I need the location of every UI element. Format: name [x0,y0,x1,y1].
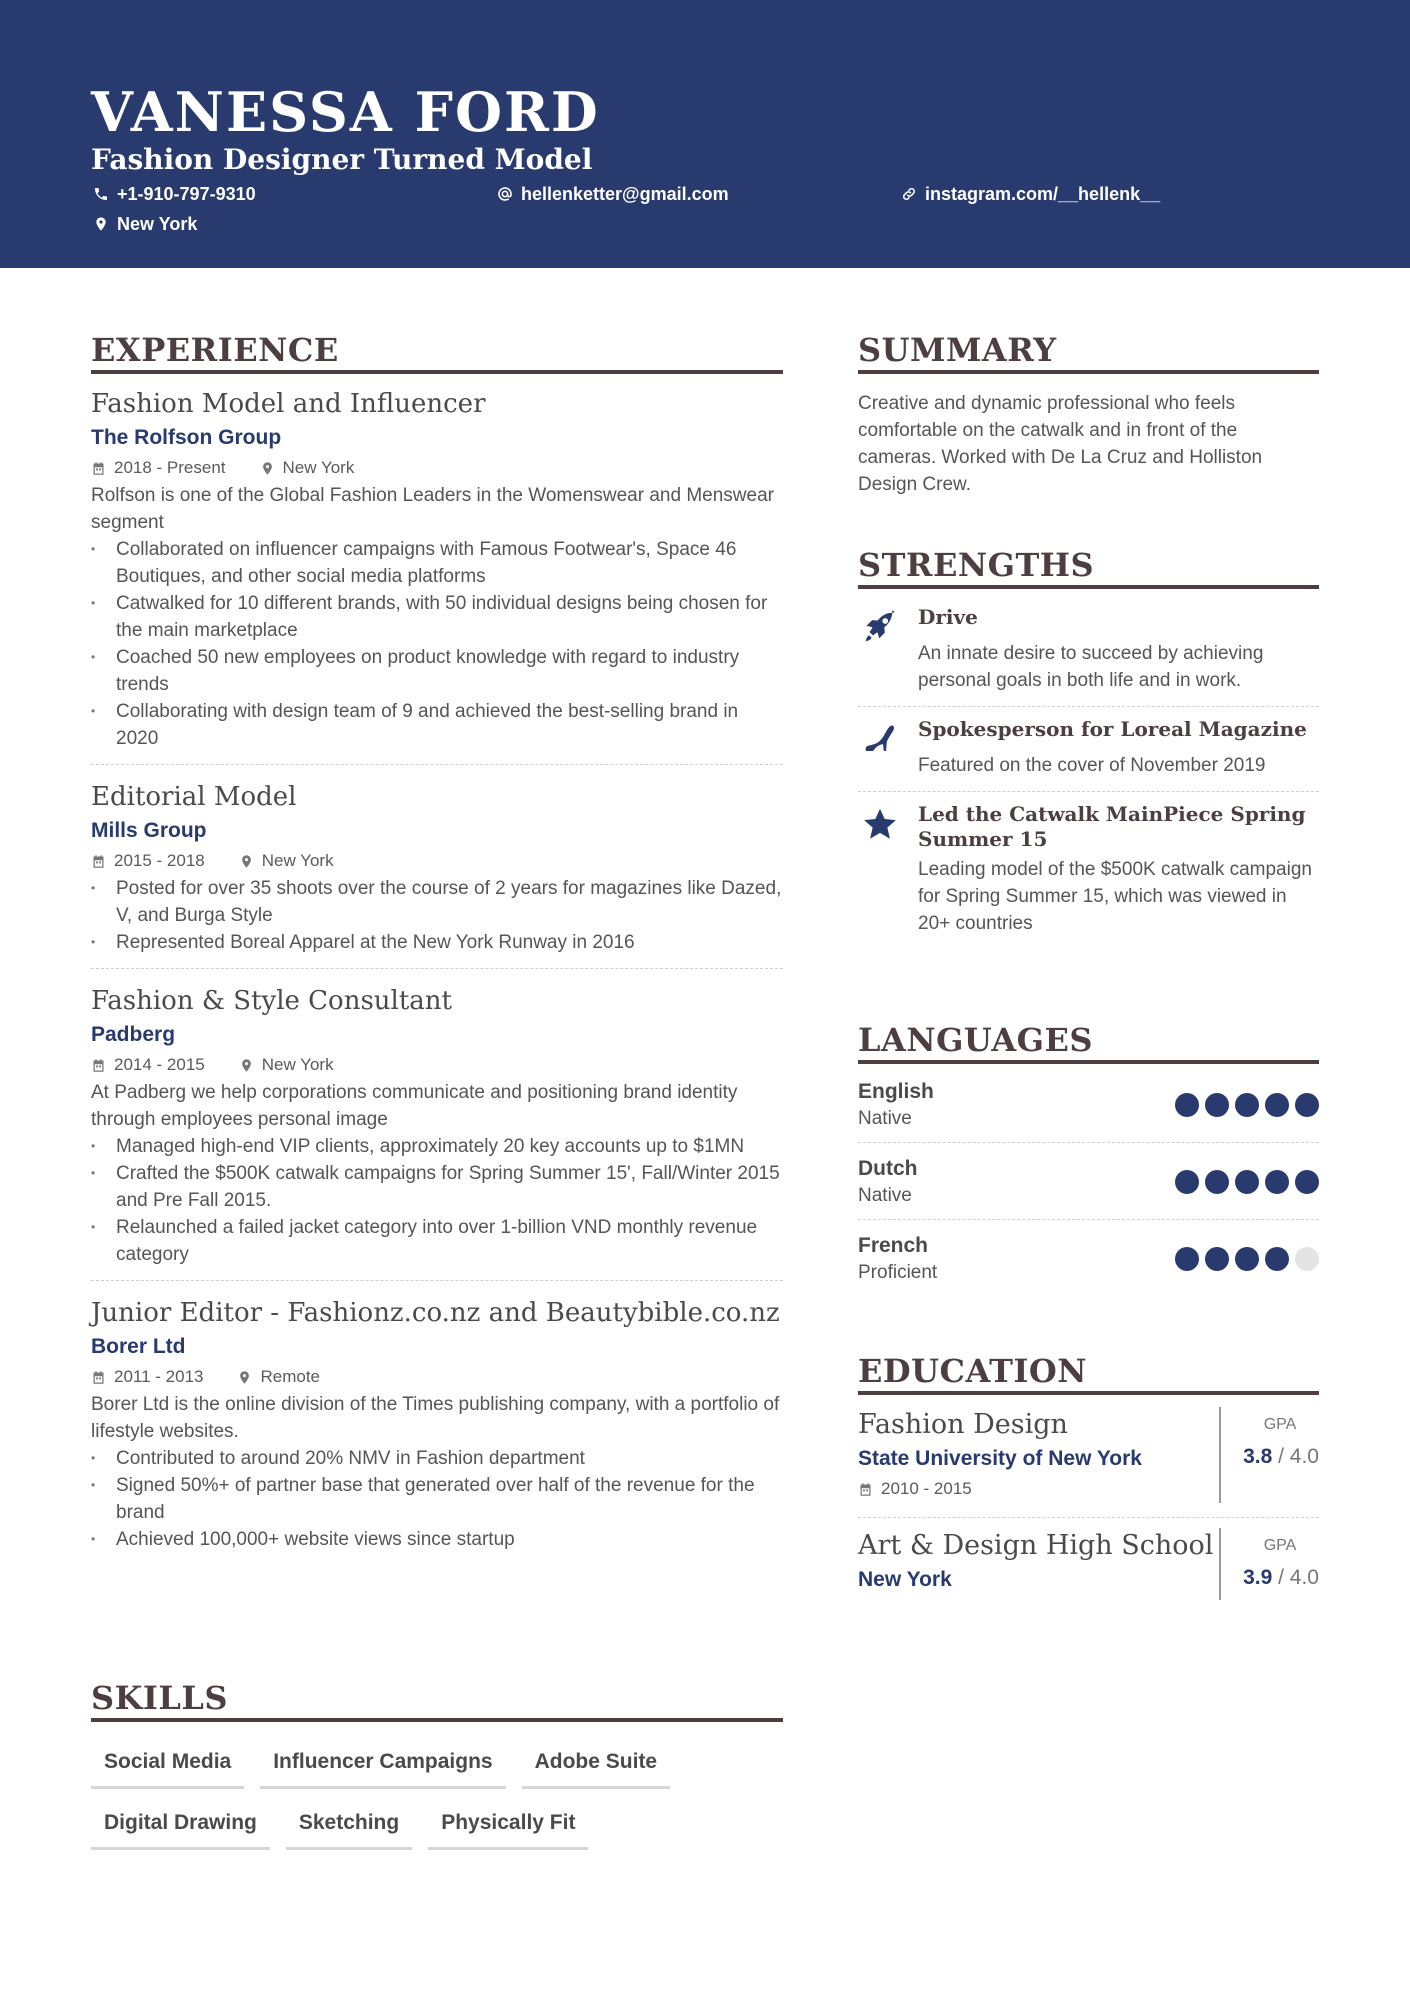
candidate-title: Fashion Designer Turned Model [91,143,593,176]
strength-description: An innate desire to succeed by achieving personal goals in both life and in work. [918,643,1264,691]
bullet-item: • Contributed to around 20% NMV in Fashion department [91,1445,783,1472]
language-item [858,1143,1319,1220]
calendar-icon [91,1058,106,1073]
job-bullets [91,536,783,752]
job-title: Junior Editor - Fashionz.co.nz and Beautybible.co.nz [91,1298,780,1328]
language-item [858,1066,1319,1143]
job-meta [91,1363,783,1391]
rating-dot-filled [1205,1093,1229,1117]
rating-dot-filled [1175,1170,1199,1194]
company-name: Mills Group [91,819,207,842]
rating-dot-filled [1265,1247,1289,1271]
languages-section [858,1020,1319,1296]
language-item [858,1220,1319,1296]
bullet-item: • Posted for over 35 shoots over the course of 2 years for magazines like Dazed, V, and Burga Style [91,875,783,929]
gpa-label: GPA [1263,1537,1297,1554]
strength-title: Drive [918,605,978,629]
language-rating [1175,1170,1319,1194]
rating-dot-filled [1295,1093,1319,1117]
company-name: The Rolfson Group [91,426,282,449]
job-bullets [91,875,783,956]
gpa-score: 3.8 [1243,1445,1273,1468]
at-sign-icon [497,186,513,202]
star-icon [862,806,898,842]
strength-description: Featured on the cover of November 2019 [918,755,1266,776]
phone-text: +1-910-797-9310 [117,184,256,204]
gpa-box [1219,1528,1319,1600]
job-location: New York [261,1055,334,1074]
strengths-heading: STRENGTHS [858,545,1319,589]
link-text: instagram.com/__hellenk__ [925,184,1161,204]
gpa-value [1221,1441,1319,1473]
job-dates: 2011 - 2013 [114,1367,204,1386]
location-pin-icon [93,216,109,232]
bullet-item: • Signed 50%+ of partner base that generated over half of the revenue for the brand [91,1472,783,1526]
rating-dot-filled [1265,1170,1289,1194]
rating-dot-filled [1175,1093,1199,1117]
school-name: State University of New York [858,1447,1142,1470]
calendar-icon [91,1370,106,1385]
company-name: Padberg [91,1023,176,1046]
contact-phone[interactable] [93,182,256,206]
experience-item [91,983,783,1281]
summary-section [858,330,1319,498]
calendar-icon [91,461,106,476]
strengths-section [858,545,1319,949]
experience-item [91,779,783,969]
bullet-item: • Relaunched a failed jacket category into over 1-billion VND monthly revenue category [91,1214,783,1268]
job-bullets [91,1445,783,1553]
rating-dot-filled [1235,1093,1259,1117]
skill-tag: Influencer Campaigns [260,1742,505,1789]
job-dates: 2015 - 2018 [114,851,205,870]
strength-item [858,792,1319,949]
language-level: Native [858,1185,912,1206]
job-dates: 2018 - Present [114,458,226,477]
job-meta [91,847,783,875]
job-description: At Padberg we help corporations communicate and positioning brand identity through employees personal image [91,1082,738,1130]
job-title: Fashion & Style Consultant [91,986,453,1016]
job-dates: 2014 - 2015 [114,1055,205,1074]
rating-dot-filled [1295,1170,1319,1194]
summary-text: Creative and dynamic professional who feels comfortable on the catwalk and in front of the cameras. Worked with De La Cruz and Holliston Design Crew. [858,393,1263,495]
strength-description: Leading model of the $500K catwalk campaign for Spring Summer 15, which was viewed in 20+ countries [918,859,1312,934]
language-level: Proficient [858,1262,938,1283]
left-column [91,330,783,1565]
strength-title: Spokesperson for Loreal Magazine [918,717,1307,741]
skill-tag: Physically Fit [428,1803,588,1850]
skill-tag: Digital Drawing [91,1803,270,1850]
bullet-item: • Collaborated on influencer campaigns with Famous Footwear's, Space 46 Boutiques, and other social media platforms [91,536,783,590]
language-name: English [858,1080,934,1103]
email-text: hellenketter@gmail.com [521,184,729,204]
job-meta [91,454,783,482]
link-icon [901,186,917,202]
bullet-item: • Coached 50 new employees on product knowledge with regard to industry trends [91,644,783,698]
location-pin-icon [237,1370,252,1385]
language-rating [1175,1247,1319,1271]
rating-dot-filled [1205,1247,1229,1271]
skills-list [91,1742,783,1850]
rating-dot-empty [1295,1247,1319,1271]
gpa-max: / 4.0 [1278,1445,1319,1468]
job-location: Remote [260,1367,321,1386]
rating-dot-filled [1175,1247,1199,1271]
rating-dot-filled [1205,1170,1229,1194]
language-name: Dutch [858,1157,918,1180]
gpa-score: 3.9 [1243,1566,1273,1589]
contact-location [93,212,197,236]
summary-heading: SUMMARY [858,330,1319,374]
strength-item [858,595,1319,707]
job-description: Borer Ltd is the online division of the Times publishing company, with a portfolio of lifestyle websites. [91,1394,780,1442]
bullet-item: • Crafted the $500K catwalk campaigns for Spring Summer 15', Fall/Winter 2015 and Pre Fall 2015. [91,1160,783,1214]
resume-header [0,0,1410,268]
degree-name: Art & Design High School [858,1530,1214,1561]
calendar-icon [91,854,106,869]
contact-link[interactable] [901,182,1160,206]
job-description: Rolfson is one of the Global Fashion Leaders in the Womenswear and Menswear segment [91,485,774,533]
job-title: Editorial Model [91,782,297,812]
school-name: New York [858,1568,952,1591]
experience-heading: EXPERIENCE [91,330,783,374]
skills-section [91,1678,783,1850]
experience-item [91,1295,783,1565]
company-name: Borer Ltd [91,1335,186,1358]
bullet-item: • Managed high-end VIP clients, approximately 20 key accounts up to $1MN [91,1133,783,1160]
strength-title: Led the Catwalk MainPiece Spring Summer 15 [918,802,1306,851]
language-rating [1175,1093,1319,1117]
language-name: French [858,1234,929,1257]
job-bullets [91,1133,783,1268]
gpa-max: / 4.0 [1278,1566,1319,1589]
rating-dot-filled [1265,1093,1289,1117]
education-meta [858,1475,1219,1503]
job-meta [91,1051,783,1079]
phone-icon [93,186,109,202]
contact-email[interactable] [497,182,729,206]
strength-item [858,707,1319,792]
candidate-name: VANESSA FORD [91,80,600,144]
rating-dot-filled [1235,1247,1259,1271]
location-pin-icon [260,461,275,476]
bullet-item: • Catwalked for 10 different brands, with 50 individual designs being chosen for the main marketplace [91,590,783,644]
education-section [858,1351,1319,1614]
gpa-value [1221,1562,1319,1594]
calendar-icon [858,1482,873,1497]
location-text: New York [117,214,198,234]
languages-heading: LANGUAGES [858,1020,1319,1064]
education-dates: 2010 - 2015 [881,1479,972,1498]
skill-tag: Sketching [286,1803,412,1850]
high-heel-icon [862,721,898,757]
bullet-item: • Collaborating with design team of 9 and achieved the best-selling brand in 2020 [91,698,783,752]
job-location: New York [282,458,355,477]
job-location: New York [261,851,334,870]
location-pin-icon [239,854,254,869]
language-level: Native [858,1108,912,1129]
bullet-item: • Represented Boreal Apparel at the New York Runway in 2016 [91,929,783,956]
bullet-item: • Achieved 100,000+ website views since startup [91,1526,783,1553]
education-item [858,1518,1319,1614]
gpa-label: GPA [1263,1416,1297,1433]
experience-item [91,386,783,765]
degree-name: Fashion Design [858,1409,1068,1440]
skill-tag: Social Media [91,1742,244,1789]
location-pin-icon [239,1058,254,1073]
education-item [858,1397,1319,1518]
rocket-icon [862,609,898,645]
skills-heading: SKILLS [91,1678,783,1722]
education-heading: EDUCATION [858,1351,1319,1395]
gpa-box [1219,1407,1319,1503]
skill-tag: Adobe Suite [522,1742,671,1789]
job-title: Fashion Model and Influencer [91,389,486,419]
rating-dot-filled [1235,1170,1259,1194]
